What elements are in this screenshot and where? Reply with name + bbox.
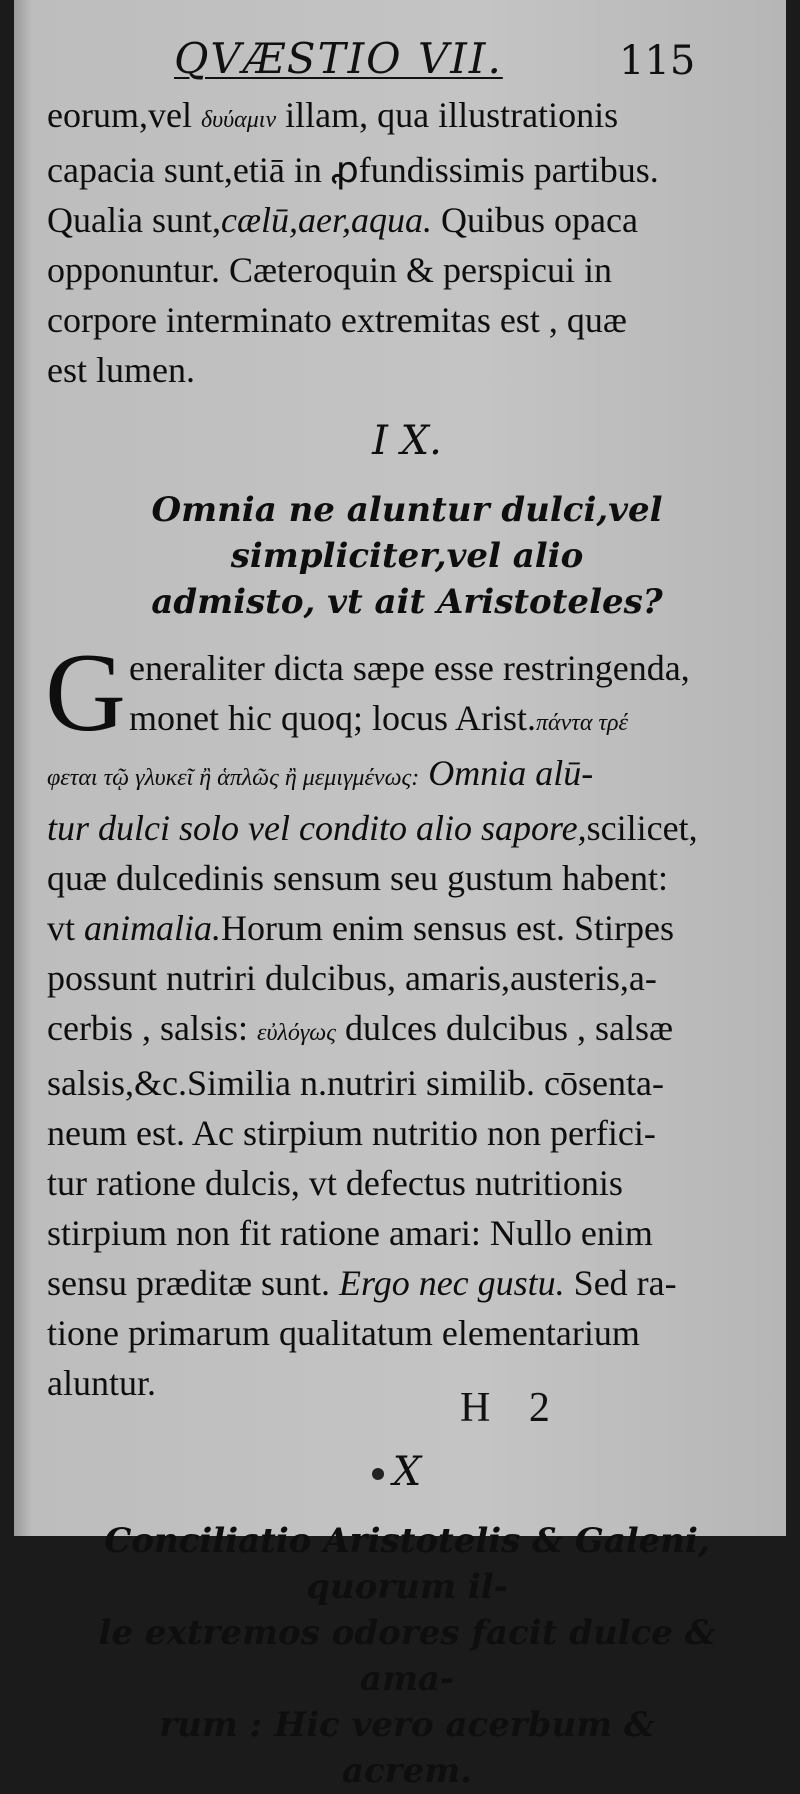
text-line xyxy=(47,748,767,803)
italic-text: cælū,aer,aqua. xyxy=(220,200,432,240)
drop-cap: G xyxy=(45,631,126,755)
text-line xyxy=(47,1258,767,1308)
running-title: QVÆSTIO VII. xyxy=(174,34,503,83)
question-title-x xyxy=(47,1518,767,1794)
text-run: dulces dulcibus , salsæ xyxy=(336,1008,673,1048)
italic-text: Omnia alū- xyxy=(419,753,594,793)
ink-dot xyxy=(372,1468,384,1480)
question-title-line: admisto, vt ait Aristoteles? xyxy=(151,582,663,622)
page-body xyxy=(47,90,767,1794)
text-run: Qualia sunt, xyxy=(47,200,221,240)
page-header xyxy=(14,34,786,84)
text-line: neum est. Ac stirpium nutritio non perfici- xyxy=(47,1113,656,1153)
text-run: Quibus opaca xyxy=(431,200,638,240)
text-run: Sed ra- xyxy=(564,1263,677,1303)
text-line: stirpium non fit ratione amari: Nullo enim xyxy=(47,1213,653,1253)
text-line: aluntur. xyxy=(47,1363,156,1403)
section-number-ix: I X. xyxy=(372,418,442,464)
section-number-x: X xyxy=(392,1449,422,1495)
text-line xyxy=(47,1003,767,1058)
text-run: illam, qua illustrationis xyxy=(276,95,619,135)
text-run: monet hic quoq; locus Arist. xyxy=(129,698,536,738)
text-run: sensu præditæ sunt. xyxy=(47,1263,340,1303)
text-line: quæ dulcedinis sensum seu gustum habent: xyxy=(47,858,668,898)
greek-word: πάντα τρέ xyxy=(535,710,628,736)
text-line xyxy=(47,693,767,748)
text-run: Horum enim sensus est. Stirpes xyxy=(221,908,675,948)
text-line: capacia sunt,etiā in ꝓfundissimis partibus. xyxy=(47,150,659,190)
text-line: opponuntur. Cæteroquin & perspicui in xyxy=(47,250,612,290)
greek-word: δυύαμιν xyxy=(200,107,277,133)
book-page xyxy=(14,0,786,1791)
paragraph-ix xyxy=(45,631,767,1408)
text-line: eneraliter dicta sæpe esse restringenda, xyxy=(129,648,690,688)
question-title-line: Omnia ne aluntur dulci,vel simpliciter,vel alio xyxy=(151,490,663,576)
italic-text: tur dulci solo vel condito alio sapore, xyxy=(47,808,587,848)
question-title-ix xyxy=(47,487,767,625)
question-title-line: rum : Hic vero acerbum & xyxy=(159,1705,655,1745)
italic-text: Ergo nec gustu. xyxy=(339,1263,565,1303)
question-title-line: acrem. xyxy=(341,1751,473,1791)
text-line: possunt nutriri dulcibus, amaris,austeris,a- xyxy=(47,958,657,998)
text-run: scilicet, xyxy=(586,808,698,848)
text-line: est lumen. xyxy=(47,350,195,390)
question-title-line: le extremos odores facit dulce & ama- xyxy=(98,1613,716,1699)
text-line xyxy=(47,803,767,853)
question-title-line: Conciliatio Aristotelis & Galeni, quorum il- xyxy=(104,1521,710,1607)
paragraph-continuation xyxy=(47,90,767,395)
text-line xyxy=(47,903,767,953)
text-line: tur ratione dulcis, vt defectus nutritionis xyxy=(47,1163,623,1203)
page-number: 115 xyxy=(619,38,696,84)
text-run: cerbis , salsis: xyxy=(47,1008,257,1048)
text-line: tione primarum qualitatum elementarium xyxy=(47,1313,640,1353)
text-line xyxy=(47,90,767,145)
greek-quotation: φεται τῷ γλυκεῖ ἢ ἁπλῶς ἢ μεμιγμένως: xyxy=(47,765,420,791)
italic-text: animalia. xyxy=(84,908,222,948)
text-run: vt xyxy=(47,908,85,948)
text-line xyxy=(47,195,767,245)
greek-word: εὐλόγως xyxy=(256,1020,336,1046)
text-line: corpore interminato extremitas est , quæ xyxy=(47,300,627,340)
text-line: salsis,&c.Similia n.nutriri similib. cōsenta- xyxy=(47,1063,664,1103)
catchword-signature: H 2 xyxy=(460,1385,564,1431)
text-run: eorum,vel xyxy=(47,95,201,135)
